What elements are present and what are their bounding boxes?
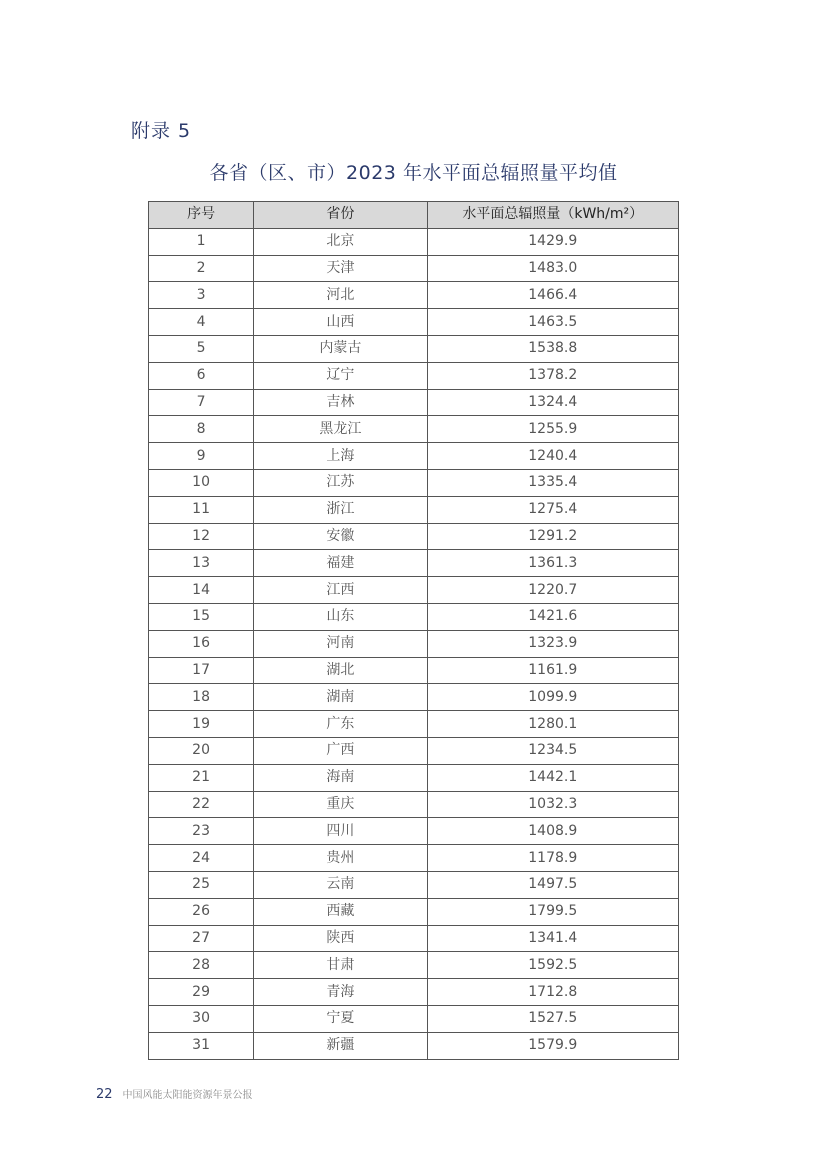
cell-irradiance: 1255.9 — [427, 416, 679, 443]
cell-irradiance: 1421.6 — [427, 603, 679, 630]
table-row — [149, 550, 679, 577]
cell-province: 江苏 — [254, 469, 427, 496]
cell-irradiance: 1161.9 — [427, 657, 679, 684]
cell-irradiance: 1240.4 — [427, 443, 679, 470]
cell-irradiance: 1099.9 — [427, 684, 679, 711]
cell-irradiance: 1324.4 — [427, 389, 679, 416]
cell-irradiance: 1178.9 — [427, 845, 679, 872]
cell-index: 7 — [149, 389, 254, 416]
table-body — [149, 228, 679, 1059]
cell-irradiance: 1032.3 — [427, 791, 679, 818]
cell-index: 23 — [149, 818, 254, 845]
table-row — [149, 389, 679, 416]
cell-index: 3 — [149, 282, 254, 309]
cell-province: 云南 — [254, 871, 427, 898]
cell-province: 山东 — [254, 603, 427, 630]
table-row — [149, 228, 679, 255]
table-row — [149, 979, 679, 1006]
cell-index: 26 — [149, 898, 254, 925]
table-row — [149, 711, 679, 738]
table-row — [149, 523, 679, 550]
cell-province: 上海 — [254, 443, 427, 470]
header-index: 序号 — [149, 202, 254, 229]
cell-irradiance: 1527.5 — [427, 1005, 679, 1032]
cell-index: 17 — [149, 657, 254, 684]
cell-index: 21 — [149, 764, 254, 791]
cell-irradiance: 1442.1 — [427, 764, 679, 791]
cell-irradiance: 1234.5 — [427, 737, 679, 764]
cell-index: 22 — [149, 791, 254, 818]
cell-index: 13 — [149, 550, 254, 577]
irradiance-table — [148, 201, 679, 1060]
table-row — [149, 845, 679, 872]
cell-province: 辽宁 — [254, 362, 427, 389]
cell-irradiance: 1275.4 — [427, 496, 679, 523]
cell-index: 9 — [149, 443, 254, 470]
table-row — [149, 603, 679, 630]
cell-irradiance: 1592.5 — [427, 952, 679, 979]
cell-index: 4 — [149, 309, 254, 336]
cell-index: 27 — [149, 925, 254, 952]
cell-province: 河南 — [254, 630, 427, 657]
table-row — [149, 791, 679, 818]
table-row — [149, 630, 679, 657]
cell-index: 24 — [149, 845, 254, 872]
cell-index: 28 — [149, 952, 254, 979]
cell-province: 浙江 — [254, 496, 427, 523]
cell-province: 青海 — [254, 979, 427, 1006]
cell-province: 福建 — [254, 550, 427, 577]
table-row — [149, 1005, 679, 1032]
cell-province: 湖南 — [254, 684, 427, 711]
cell-province: 贵州 — [254, 845, 427, 872]
cell-province: 内蒙古 — [254, 335, 427, 362]
cell-irradiance: 1291.2 — [427, 523, 679, 550]
cell-index: 31 — [149, 1032, 254, 1059]
cell-irradiance: 1341.4 — [427, 925, 679, 952]
table-row — [149, 469, 679, 496]
cell-province: 新疆 — [254, 1032, 427, 1059]
table-row — [149, 282, 679, 309]
footer — [96, 1086, 253, 1102]
table-header-row — [149, 202, 679, 229]
table-row — [149, 684, 679, 711]
cell-irradiance: 1335.4 — [427, 469, 679, 496]
cell-index: 8 — [149, 416, 254, 443]
cell-province: 山西 — [254, 309, 427, 336]
table-row — [149, 496, 679, 523]
cell-index: 16 — [149, 630, 254, 657]
cell-province: 宁夏 — [254, 1005, 427, 1032]
cell-province: 甘肃 — [254, 952, 427, 979]
cell-index: 11 — [149, 496, 254, 523]
table-row — [149, 362, 679, 389]
table-row — [149, 898, 679, 925]
header-irradiance: 水平面总辐照量（kWh/m²） — [427, 202, 679, 229]
table-row — [149, 309, 679, 336]
cell-province: 重庆 — [254, 791, 427, 818]
cell-province: 陕西 — [254, 925, 427, 952]
cell-irradiance: 1280.1 — [427, 711, 679, 738]
table-row — [149, 255, 679, 282]
cell-province: 广西 — [254, 737, 427, 764]
cell-irradiance: 1538.8 — [427, 335, 679, 362]
cell-province: 海南 — [254, 764, 427, 791]
cell-index: 30 — [149, 1005, 254, 1032]
cell-irradiance: 1497.5 — [427, 871, 679, 898]
cell-index: 10 — [149, 469, 254, 496]
cell-province: 安徽 — [254, 523, 427, 550]
cell-province: 天津 — [254, 255, 427, 282]
header-province: 省份 — [254, 202, 427, 229]
table-row — [149, 871, 679, 898]
cell-irradiance: 1466.4 — [427, 282, 679, 309]
table-row — [149, 952, 679, 979]
cell-province: 河北 — [254, 282, 427, 309]
page-title: 各省（区、市）2023 年水平面总辐照量平均值 — [209, 162, 618, 184]
cell-index: 15 — [149, 603, 254, 630]
cell-index: 18 — [149, 684, 254, 711]
table-row — [149, 737, 679, 764]
table-row — [149, 818, 679, 845]
cell-index: 25 — [149, 871, 254, 898]
cell-irradiance: 1361.3 — [427, 550, 679, 577]
cell-irradiance: 1378.2 — [427, 362, 679, 389]
cell-province: 西藏 — [254, 898, 427, 925]
table-row — [149, 1032, 679, 1059]
cell-index: 2 — [149, 255, 254, 282]
cell-province: 吉林 — [254, 389, 427, 416]
cell-province: 四川 — [254, 818, 427, 845]
cell-index: 1 — [149, 228, 254, 255]
cell-irradiance: 1429.9 — [427, 228, 679, 255]
cell-index: 14 — [149, 577, 254, 604]
cell-index: 12 — [149, 523, 254, 550]
cell-irradiance: 1463.5 — [427, 309, 679, 336]
cell-irradiance: 1799.5 — [427, 898, 679, 925]
cell-index: 5 — [149, 335, 254, 362]
cell-province: 江西 — [254, 577, 427, 604]
page-number: 22 — [96, 1087, 113, 1102]
table-row — [149, 335, 679, 362]
cell-index: 19 — [149, 711, 254, 738]
table-row — [149, 577, 679, 604]
cell-index: 20 — [149, 737, 254, 764]
cell-irradiance: 1323.9 — [427, 630, 679, 657]
cell-irradiance: 1579.9 — [427, 1032, 679, 1059]
cell-province: 广东 — [254, 711, 427, 738]
cell-province: 北京 — [254, 228, 427, 255]
cell-irradiance: 1712.8 — [427, 979, 679, 1006]
table-row — [149, 925, 679, 952]
cell-irradiance: 1220.7 — [427, 577, 679, 604]
cell-irradiance: 1483.0 — [427, 255, 679, 282]
publication-name: 中国风能太阳能资源年景公报 — [122, 1090, 253, 1101]
cell-province: 湖北 — [254, 657, 427, 684]
cell-index: 6 — [149, 362, 254, 389]
table-row — [149, 657, 679, 684]
cell-irradiance: 1408.9 — [427, 818, 679, 845]
appendix-label: 附录 5 — [131, 120, 192, 142]
table-row — [149, 416, 679, 443]
cell-index: 29 — [149, 979, 254, 1006]
table-row — [149, 443, 679, 470]
table-row — [149, 764, 679, 791]
cell-province: 黑龙江 — [254, 416, 427, 443]
